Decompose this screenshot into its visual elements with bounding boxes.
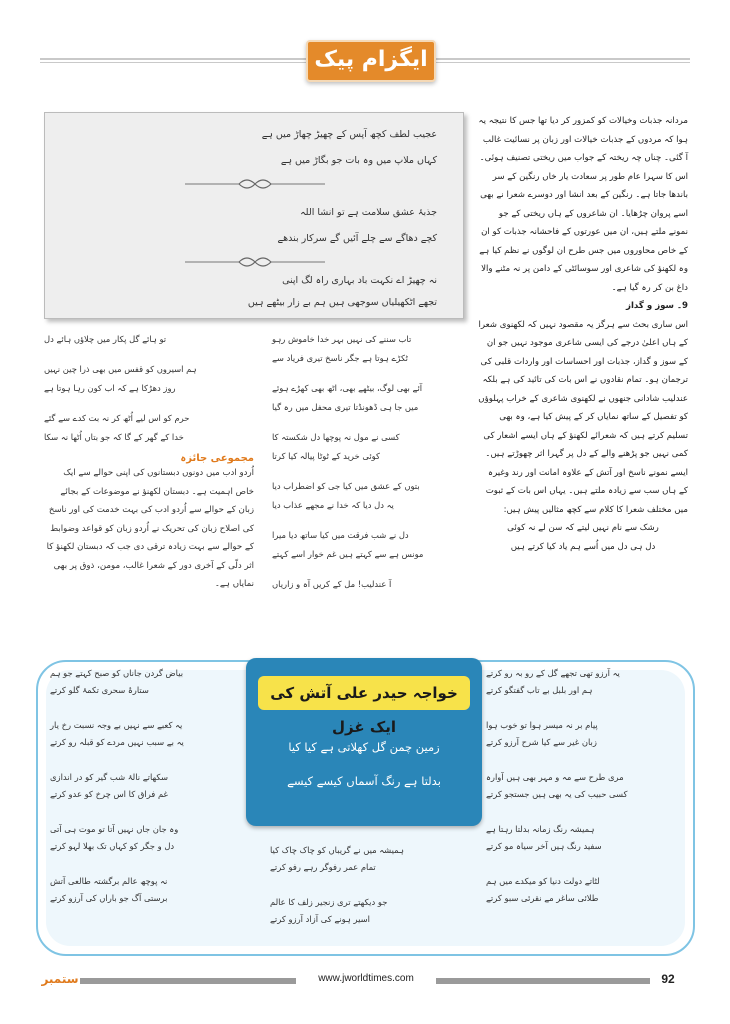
paragraph: اُردو ادب میں دونوں دبستانوں کی اپنی حوالے سے ایک خاص اہمیت ہے۔ دبستان لکھنؤ نے موضوعات کے بجائے زبان کے حوالے سے اُردو ادب کی بہت خدمت کی اور ناسخ کی اصلاح زبان کی تحریک نے اُردو زبان کو قواعد وضوابط کے حوالے سے بہت زیادہ ترقی دی جب کہ دبستان لکھنؤ کا اثر دلّی کے آخری دور کے شعرا غالب، مومن، ذوق پر بھی نمایاں ہے۔: [46, 468, 254, 589]
paragraph: مردانہ جذبات وخیالات کو کمزور کر دیا تھا جس کا نتیجہ یہ ہوا کہ مردوں کے جذبات خیالات اور زبان پر نسائیت غالب آ گئی۔ چناں چہ ریختہ کے جواب میں ریختی تصنیف ہوئی۔ اس کا سہرا عام طور پر سعادت یار خاں رنگین کے سر باندھا جاتا ہے۔ رنگین کے بعد انشا اور دوسرے شعرا نے بھی اسے پروان چڑھایا۔ ان شاعروں کے ہاں ریختی کے جو نمونے ملتے ہیں، ان میں عورتوں کے فاحشانہ جذبات کو ان کے خاص محاوروں میں جس طرح ان لوگوں نے نظم کیا ہے وہ لکھنؤ کی شاعری اور سوسائٹی کے دامن پر نہ مٹنے والا داغ بن کر رہ گیا ہے۔: [478, 116, 688, 293]
verse-line: زبان غیر سے کیا شرح آرزو کرتے: [486, 737, 597, 747]
verse-line: تو ہائے گل پکار میں چلاؤں ہائے دل: [44, 334, 167, 344]
verse-text: کہاں ملاپ میں وہ بات جو بگاڑ میں ہے: [280, 155, 437, 166]
matla-line: زمین چمن گل کھلاتی ہے کیا کیا: [288, 740, 440, 754]
verse-line: ہمیشہ میں نے گریباں کو چاک چاک کیا: [270, 845, 404, 855]
verse-line: لٹاتے دولت دنیا کو میکدے میں ہم: [486, 876, 600, 886]
verse-line: غم فراق کا اس چرخ کو عدو کرتے: [50, 789, 168, 799]
verse-line: پیام بر نہ میسر ہوا تو خوب ہوا: [486, 720, 598, 730]
ghazal-title-panel: [246, 658, 482, 826]
verse-line: [71, 295, 437, 311]
verse-text: کچے دھاگے سے چلے آئیں گے سرکار بندھے: [277, 233, 437, 244]
verse-line: [71, 231, 437, 247]
verse-line: طلائی ساغر مے نقرئی سبو کرتے: [486, 893, 599, 903]
middle-column: [272, 330, 462, 594]
ghazal-center-column: [270, 842, 460, 928]
verse-line: [71, 205, 437, 221]
verse-line: کسی نے مول نہ پوچھا دل شکستہ کا: [272, 432, 400, 442]
ornament-divider: [185, 177, 325, 191]
left-column: [44, 330, 254, 594]
verse-line: دل و جگر کو کہاں تک بھلا لہو کرتے: [50, 841, 175, 851]
verse-text: جذبۂ عشق سلامت ہے تو انشا اللہ: [300, 207, 437, 218]
verse-line: روز دھڑکا ہے کہ اب کون رہا ہوتا ہے: [44, 383, 176, 393]
verse-line: نہ پوچھ عالم برگشتہ طالعی آتش: [50, 876, 168, 886]
verse-line: ہم اسیروں کو قفس میں بھی ذرا چین نہیں: [44, 364, 197, 374]
verse-line: بتوں کے عشق میں کیا جی کو اضطراب دیا: [272, 481, 420, 491]
verse-line: کوئی خرید کے ٹوٹا پیالہ کیا کرتا: [272, 451, 380, 461]
verse-line: یہ دل دیا کہ خدا نے مجھے عذاب دیا: [272, 500, 394, 510]
verse-line: تاب سننے کی نہیں بہر خدا خاموش رہو: [272, 334, 412, 344]
matla-line: بدلتا ہے رنگ آسماں کیسے کیسے: [287, 774, 441, 788]
ghazal-right-column: [486, 665, 676, 907]
verse-line: میں جا ہی ڈھونڈتا تیری محفل میں رہ گیا: [272, 402, 419, 412]
verse-line: مونس ہے سے کہتے ہیں غم خوار اسے کہتے: [272, 549, 424, 559]
ghazal-title: خواجہ حیدر علی آتش کی ایک غزل: [258, 676, 470, 710]
verse-line: ستارۂ سحری تکمۂ گلو کرتے: [50, 685, 149, 695]
section-heading: 9۔ سوز و گداز: [626, 301, 688, 311]
verse-line: [71, 153, 437, 169]
verse-line: سکھاتے نالۂ شب گیر کو در اندازی: [50, 772, 169, 782]
verse-line: بیاض گردن جاناں کو صبح کہتے جو ہم: [50, 668, 184, 678]
section-heading: مجموعی جائزہ: [180, 453, 254, 464]
verse-text: عجیب لطف کچھ آپس کے چھیڑ چھاڑ میں ہے: [261, 129, 437, 140]
verse-line: تمام عمر رفوگر رہے رفو کرتے: [270, 862, 376, 872]
paragraph: اس ساری بحث سے ہرگز یہ مقصود نہیں کہ لکھنوی شعرا کے ہاں اعلیٰ درجے کی ایسی شاعری موجود نہیں جو ان کے سوز و گداز، جذبات اور احساسات اور واردات قلبی کی ترجمان ہو۔ تمام نقادوں نے اس بات کی تائید کی ہے بلکہ عندلیب شادانی جنھوں نے لکھنوی شاعری کے خراب پہلوؤں کو تفصیل کے ساتھ نمایاں کر کے پیش کیا ہے، وہ بھی تسلیم کرتے ہیں کہ شعرائے لکھنؤ کے ہاں ایسے اشعار کی کمی نہیں جو پڑھنے والے کے دل پر گہرا اثر چھوڑتے ہیں۔ ایسے نمونے ناسخ اور آتش کے علاوہ امانت اور رند وغیرہ کے ہاں سب سے زیادہ ملتے ہیں۔ یہاں اس بات کے ثبوت میں مختلف شعرا کا کلام سے کچھ مثالیں پیش ہیں:: [478, 319, 688, 515]
verse-line: اسیر ہونے کی آزاد آرزو کرتے: [270, 914, 370, 924]
verse-line: دل نے شب فرقت میں کیا ساتھ دیا میرا: [272, 530, 409, 540]
right-column: [478, 112, 688, 556]
verse-line: برستی آگ جو باراں کی آرزو کرتے: [50, 893, 168, 903]
brand-tab: ایگزام پیک: [306, 40, 436, 82]
verse-line: وہ جان جاں نہیں آتا تو موت ہی آتی: [50, 824, 179, 834]
verse-line: جو دیکھتے تری زنجیر زلف کا عالم: [270, 897, 388, 907]
verse-line: مری طرح سے مہ و مہر بھی ہیں آوارہ: [486, 772, 624, 782]
couplet-line: رشک سے نام نہیں لیتے کہ سن لے نہ کوئی: [507, 523, 659, 533]
ornament-divider: [185, 255, 325, 269]
footer-month: ستمبر: [41, 972, 79, 986]
verse-line: [71, 127, 437, 143]
verse-line: یہ آرزو تھی تجھے گل کے رو بہ رو کرتے: [486, 668, 620, 678]
verse-line: ٹکڑے ہوتا ہے جگر ناسخ تیری فریاد سے: [272, 353, 408, 363]
verse-line: [71, 273, 437, 289]
verse-box: [44, 112, 464, 319]
verse-text: نہ چھیڑ اے نکہت باد بہاری راہ لگ اپنی: [282, 275, 437, 286]
ghazal-left-column: [50, 665, 240, 907]
verse-line: حرم کو اس لیے اُٹھ کر نہ بت کدے سے گئے: [44, 413, 190, 423]
verse-line: یہ بے سبب نہیں مردے کو قبلہ رو کرتے: [50, 737, 184, 747]
verse-line: آئے بھی لوگ، بیٹھے بھی، اٹھ بھی کھڑے ہوئے: [272, 383, 423, 393]
page-number: 92: [650, 970, 686, 988]
verse-text: تجھے اٹکھیلیاں سوجھی ہیں ہم بے زار بیٹھے ہیں: [247, 297, 437, 308]
footer-url[interactable]: www.jworldtimes.com: [296, 970, 436, 988]
verse-line: ہم اور بلبل بے تاب گفتگو کرتے: [486, 685, 593, 695]
verse-line: آ عندلیب! مل کے کریں آہ و زاریاں: [272, 579, 392, 589]
couplet-line: دل ہی دل میں اُسے ہم یاد کیا کرتے ہیں: [510, 541, 656, 552]
verse-line: کسی حبیب کی یہ بھی ہیں جستجو کرتے: [486, 789, 628, 799]
verse-line: سفید رنگ ہیں آخر سیاہ مو کرتے: [486, 841, 602, 851]
verse-line: ہمیشہ رنگ زمانہ بدلتا رہتا ہے: [486, 824, 595, 834]
verse-line: خدا کے گھر کے گا کہ جو بتاں اُٹھا نہ سکا: [44, 432, 184, 442]
verse-line: یہ کعبے سے نہیں بے وجہ نسبت رخ یار: [50, 720, 183, 730]
